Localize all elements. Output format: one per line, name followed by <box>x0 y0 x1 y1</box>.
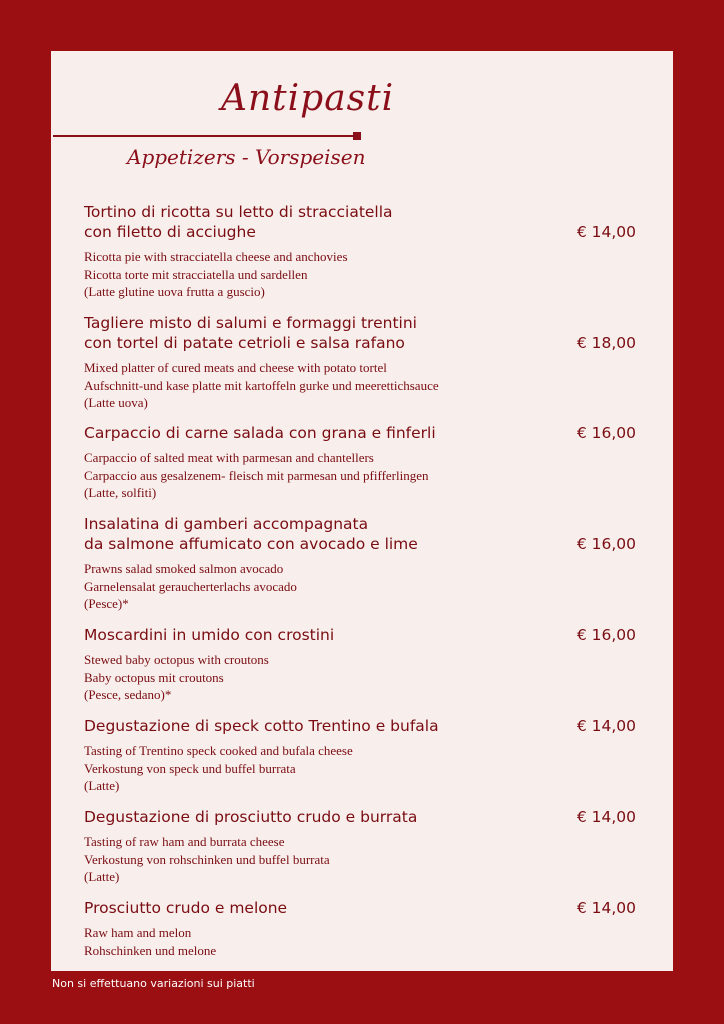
item-allergens: (Latte) <box>84 778 120 793</box>
item-name-line: Tortino di ricotta su letto di stracciatella <box>84 203 393 221</box>
item-allergens: (Latte) <box>84 869 120 884</box>
item-price: € 14,00 <box>576 808 636 826</box>
item-name <box>84 716 544 736</box>
item-desc-line: Rohschinken und melone <box>84 942 217 958</box>
item-price: € 14,00 <box>576 899 636 917</box>
page-title: Antipasti <box>221 78 395 119</box>
item-price: € 14,00 <box>576 223 636 241</box>
item-name-line: con tortel di patate cetrioli e salsa rafano <box>84 334 405 352</box>
item-allergens: (Latte, solfiti) <box>84 485 157 500</box>
item-name-line: Tagliere misto di salumi e formaggi trentini <box>84 314 417 332</box>
item-price: € 14,00 <box>576 717 636 735</box>
item-desc-line: Carpaccio of salted meat with parmesan and chantellers <box>84 450 374 465</box>
item-price: € 16,00 <box>576 424 636 442</box>
item-name <box>84 514 544 554</box>
item-price: € 16,00 <box>576 535 636 553</box>
item-description <box>84 833 644 886</box>
menu-item <box>84 202 644 301</box>
item-name-line: Moscardini in umido con crostini <box>84 626 335 644</box>
item-desc-line: Prawns salad smoked salmon avocado <box>84 561 284 576</box>
item-desc-line: Verkostung von speck und buffel burrata <box>84 760 296 776</box>
menu-item <box>84 807 644 886</box>
menu-card <box>51 51 673 971</box>
item-desc-line: Stewed baby octopus with croutons <box>84 652 269 667</box>
item-description <box>84 560 644 613</box>
item-price: € 16,00 <box>576 626 636 644</box>
item-desc-line: Baby octopus mit croutons <box>84 669 224 685</box>
item-name <box>84 202 544 242</box>
item-price: € 18,00 <box>576 334 636 352</box>
item-desc-line: Aufschnitt-und kase platte mit kartoffeln gurke und meerettichsauce <box>84 377 439 393</box>
item-desc-line: Raw ham and melon <box>84 925 192 940</box>
page-subtitle: Appetizers - Vorspeisen <box>127 145 366 169</box>
menu-item <box>84 514 644 613</box>
item-name-line: Degustazione di speck cotto Trentino e bufala <box>84 717 439 735</box>
item-description <box>84 742 644 795</box>
item-desc-line: Carpaccio aus gesalzenem- fleisch mit parmesan und pfifferlingen <box>84 467 429 483</box>
item-name <box>84 898 544 918</box>
item-desc-line: Tasting of Trentino speck cooked and bufala cheese <box>84 743 353 758</box>
item-name-line: da salmone affumicato con avocado e lime <box>84 535 418 553</box>
item-name-line: con filetto di acciughe <box>84 223 256 241</box>
item-desc-line: Tasting of raw ham and burrata cheese <box>84 834 285 849</box>
item-desc-line: Ricotta pie with stracciatella cheese and anchovies <box>84 249 348 264</box>
item-name-line: Degustazione di prosciutto crudo e burrata <box>84 808 418 826</box>
item-desc-line: Mixed platter of cured meats and cheese with potato tortel <box>84 360 387 375</box>
item-name <box>84 625 544 645</box>
title-divider <box>53 135 355 137</box>
menu-item <box>84 716 644 795</box>
item-allergens: (Pesce, sedano)* <box>84 687 172 702</box>
item-description <box>84 248 644 301</box>
item-description <box>84 651 644 704</box>
menu-item <box>84 423 644 502</box>
item-allergens: (Latte glutine uova frutta a guscio) <box>84 284 265 299</box>
item-description <box>84 359 644 412</box>
menu-item <box>84 898 644 959</box>
item-description <box>84 449 644 502</box>
item-name-line: Carpaccio di carne salada con grana e finferli <box>84 424 436 442</box>
menu-item <box>84 313 644 412</box>
menu-item <box>84 625 644 704</box>
footer-note: Non si effettuano variazioni sui piatti <box>52 977 255 990</box>
item-name <box>84 313 544 353</box>
item-allergens: (Latte uova) <box>84 395 148 410</box>
item-desc-line: Verkostung von rohschinken und buffel burrata <box>84 851 330 867</box>
item-name <box>84 807 544 827</box>
divider-end-square <box>353 132 361 140</box>
item-name-line: Prosciutto crudo e melone <box>84 899 288 917</box>
item-description <box>84 924 644 959</box>
item-allergens: (Pesce)* <box>84 596 129 611</box>
item-desc-line: Ricotta torte mit stracciatella und sardellen <box>84 266 308 282</box>
item-name-line: Insalatina di gamberi accompagnata <box>84 515 369 533</box>
item-desc-line: Garnelensalat geraucherterlachs avocado <box>84 578 297 594</box>
item-name <box>84 423 544 443</box>
